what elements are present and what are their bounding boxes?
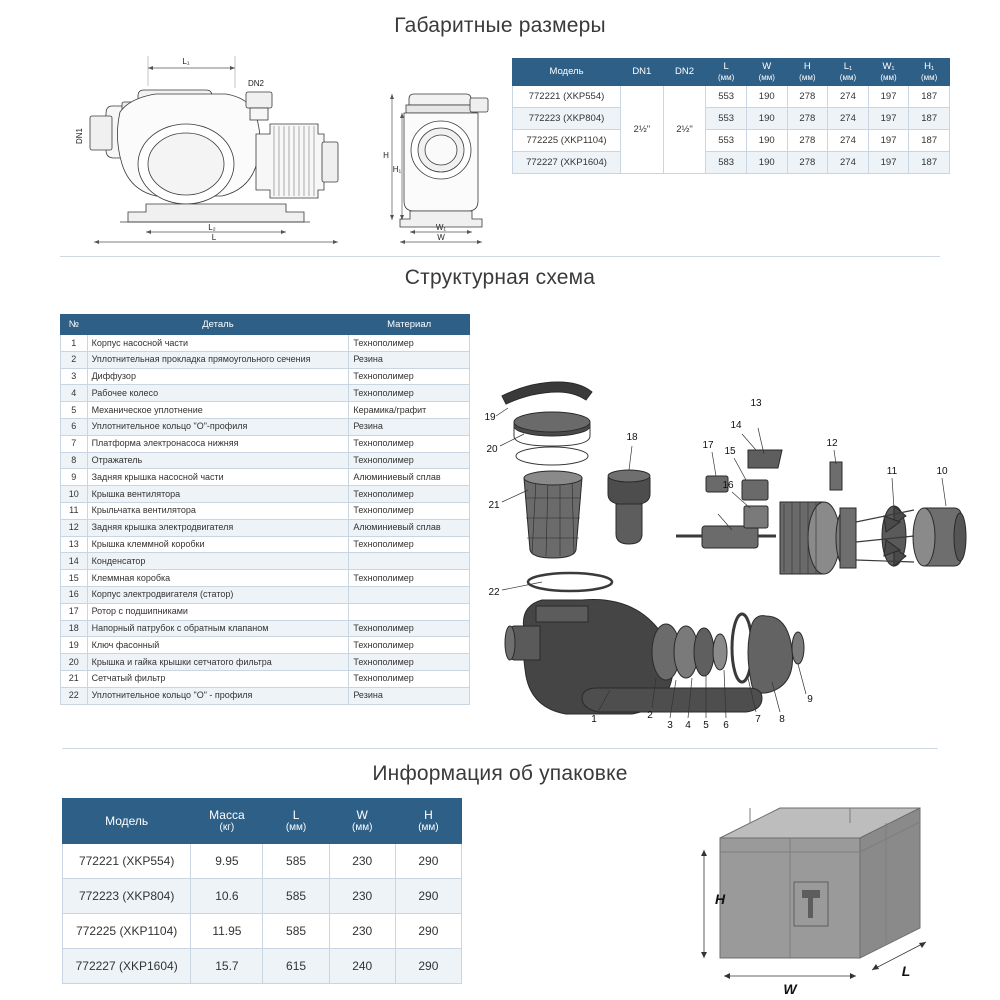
cell-number: 1 — [61, 335, 88, 352]
table-row — [61, 536, 470, 553]
cell-material — [349, 586, 470, 603]
callout-15: 15 — [724, 446, 736, 457]
cell-part: Уплотнительное кольцо "О"-профиля — [87, 418, 349, 435]
cell-l: 615 — [263, 949, 329, 984]
cell-number: 10 — [61, 486, 88, 503]
cell-part: Корпус насосной части — [87, 335, 349, 352]
cell-model: 772227 (XKP1604) — [513, 152, 621, 174]
cell-material: Технополимер — [349, 637, 470, 654]
table-row — [513, 108, 950, 130]
callout-21: 21 — [488, 500, 500, 511]
divider-packaging-top — [62, 748, 938, 749]
table-row — [61, 553, 470, 570]
cell-number: 9 — [61, 469, 88, 486]
table-row — [61, 586, 470, 603]
col-mass: Масса (кг) — [191, 799, 263, 844]
cell-part: Рабочее колесо — [87, 385, 349, 402]
cell-part: Уплотнительная прокладка прямоугольного сечения — [87, 351, 349, 368]
table-row — [61, 670, 470, 687]
cell-number: 22 — [61, 687, 88, 704]
table-row — [63, 879, 462, 914]
table-row — [61, 351, 470, 368]
callout-19: 19 — [484, 412, 496, 423]
dimensions-table — [512, 58, 950, 174]
table-row — [61, 603, 470, 620]
col-l: L (мм) — [706, 59, 747, 86]
section-structure — [0, 250, 1000, 740]
cell-part: Задняя крышка электродвигателя — [87, 519, 349, 536]
cell-model: 772225 (XKP1104) — [63, 914, 191, 949]
table-row — [61, 435, 470, 452]
col-number: № — [61, 315, 88, 335]
cell-h: 290 — [395, 914, 461, 949]
cell-model: 772227 (XKP1604) — [63, 949, 191, 984]
cell-w: 190 — [746, 130, 787, 152]
cell-number: 14 — [61, 553, 88, 570]
cell-model: 772221 (XKP554) — [63, 844, 191, 879]
cell-number: 19 — [61, 637, 88, 654]
label-l2: L₂ — [208, 223, 216, 232]
callout-13: 13 — [750, 398, 762, 409]
cell-number: 5 — [61, 402, 88, 419]
col-model: Модель — [513, 59, 621, 86]
callout-9: 9 — [807, 694, 813, 705]
cell-w: 190 — [746, 86, 787, 108]
cell-part: Напорный патрубок с обратным клапаном — [87, 620, 349, 637]
cell-l: 553 — [706, 130, 747, 152]
col-dn1: DN1 — [621, 59, 664, 86]
callout-7: 7 — [755, 714, 761, 725]
pump-side-view-drawing — [60, 46, 370, 246]
cell-dn2: 2½" — [663, 86, 706, 174]
box-label-l: L — [901, 963, 911, 979]
table-row — [513, 86, 950, 108]
label-w1: W₁ — [435, 223, 447, 232]
cell-material: Технополимер — [349, 502, 470, 519]
pump-front-view-drawing — [380, 46, 520, 246]
cell-part: Крышка и гайка крышки сетчатого фильтра — [87, 654, 349, 671]
table-row — [63, 949, 462, 984]
cell-model: 772223 (XKP804) — [513, 108, 621, 130]
cell-h: 278 — [787, 86, 828, 108]
table-row — [61, 385, 470, 402]
table-row — [61, 335, 470, 352]
cell-part: Диффузор — [87, 368, 349, 385]
table-row — [61, 519, 470, 536]
callout-10: 10 — [936, 466, 948, 477]
callout-20: 20 — [486, 444, 498, 455]
cell-w1: 197 — [868, 130, 909, 152]
cell-material — [349, 603, 470, 620]
callout-18: 18 — [626, 432, 638, 443]
table-row — [61, 418, 470, 435]
cell-model: 772221 (XKP554) — [513, 86, 621, 108]
table-row — [61, 452, 470, 469]
col-part: Деталь — [87, 315, 349, 335]
label-w: W — [437, 233, 445, 242]
cell-number: 6 — [61, 418, 88, 435]
cell-l: 585 — [263, 879, 329, 914]
cell-l: 583 — [706, 152, 747, 174]
callout-12: 12 — [826, 438, 838, 449]
table-header-row — [61, 315, 470, 335]
cell-l: 585 — [263, 914, 329, 949]
cell-w: 230 — [329, 879, 395, 914]
cell-w: 190 — [746, 108, 787, 130]
cell-part: Крышка вентилятора — [87, 486, 349, 503]
label-dn2: DN2 — [247, 79, 265, 88]
cell-l: 553 — [706, 86, 747, 108]
cell-material: Алюминиевый сплав — [349, 519, 470, 536]
cell-number: 3 — [61, 368, 88, 385]
cell-number: 13 — [61, 536, 88, 553]
cell-material: Технополимер — [349, 435, 470, 452]
cell-part: Ключ фасонный — [87, 637, 349, 654]
cell-w1: 197 — [868, 152, 909, 174]
table-header-row — [63, 799, 462, 844]
cell-number: 18 — [61, 620, 88, 637]
cell-w: 230 — [329, 844, 395, 879]
cell-number: 4 — [61, 385, 88, 402]
label-dn1: DN1 — [75, 127, 84, 145]
cell-l1: 274 — [828, 86, 869, 108]
cell-number: 20 — [61, 654, 88, 671]
cell-h: 278 — [787, 108, 828, 130]
cell-h: 278 — [787, 152, 828, 174]
cell-number: 12 — [61, 519, 88, 536]
cell-part: Сетчатый фильтр — [87, 670, 349, 687]
callout-17: 17 — [702, 440, 714, 451]
table-row — [63, 914, 462, 949]
cell-part: Уплотнительное кольцо "О" - профиля — [87, 687, 349, 704]
label-l1: L₁ — [182, 57, 190, 66]
package-box-diagram — [690, 790, 970, 1000]
cell-material: Технополимер — [349, 452, 470, 469]
table-row — [61, 502, 470, 519]
cell-w1: 197 — [868, 86, 909, 108]
cell-mass: 9.95 — [191, 844, 263, 879]
callout-11: 11 — [886, 466, 898, 477]
cell-number: 8 — [61, 452, 88, 469]
cell-number: 16 — [61, 586, 88, 603]
section-packaging — [0, 740, 1000, 1000]
cell-part: Ротор с подшипниками — [87, 603, 349, 620]
cell-material: Алюминиевый сплав — [349, 469, 470, 486]
callout-3: 3 — [667, 720, 673, 731]
cell-number: 21 — [61, 670, 88, 687]
cell-material: Резина — [349, 687, 470, 704]
cell-l1: 274 — [828, 108, 869, 130]
label-h: H — [383, 151, 389, 160]
table-row — [61, 486, 470, 503]
table-row — [61, 402, 470, 419]
table-row — [61, 570, 470, 587]
callout-14: 14 — [730, 420, 742, 431]
cell-dn1: 2½" — [621, 86, 664, 174]
callout-22: 22 — [488, 587, 500, 598]
col-l: L (мм) — [263, 799, 329, 844]
cell-w: 240 — [329, 949, 395, 984]
cell-number: 2 — [61, 351, 88, 368]
callout-4: 4 — [685, 720, 691, 731]
table-row — [61, 637, 470, 654]
cell-part: Корпус электродвигателя (статор) — [87, 586, 349, 603]
callout-8: 8 — [779, 714, 785, 725]
cell-material: Технополимер — [349, 536, 470, 553]
cell-number: 15 — [61, 570, 88, 587]
cell-material: Технополимер — [349, 385, 470, 402]
cell-mass: 10.6 — [191, 879, 263, 914]
packaging-table — [62, 798, 462, 984]
cell-material: Керамика/графит — [349, 402, 470, 419]
col-dn2: DN2 — [663, 59, 706, 86]
cell-part: Платформа электронасоса нижняя — [87, 435, 349, 452]
callout-5: 5 — [703, 720, 709, 731]
cell-h: 290 — [395, 844, 461, 879]
table-row — [513, 130, 950, 152]
cell-material — [349, 553, 470, 570]
divider-structure-top — [60, 256, 940, 257]
col-w: W (мм) — [329, 799, 395, 844]
col-h: H (мм) — [787, 59, 828, 86]
cell-material: Технополимер — [349, 368, 470, 385]
cell-part: Клеммная коробка — [87, 570, 349, 587]
cell-model: 772223 (XKP804) — [63, 879, 191, 914]
cell-material: Технополимер — [349, 335, 470, 352]
cell-l: 585 — [263, 844, 329, 879]
callout-6: 6 — [723, 720, 729, 731]
cell-material: Резина — [349, 418, 470, 435]
callout-16: 16 — [722, 480, 734, 491]
table-row — [61, 687, 470, 704]
cell-material: Технополимер — [349, 654, 470, 671]
cell-part: Крышка клеммной коробки — [87, 536, 349, 553]
cell-h: 290 — [395, 949, 461, 984]
table-row — [63, 844, 462, 879]
col-l1: L₁ (мм) — [828, 59, 869, 86]
cell-l1: 274 — [828, 152, 869, 174]
col-w1: W₁ (мм) — [868, 59, 909, 86]
exploded-view-diagram — [480, 330, 990, 731]
col-w: W (мм) — [746, 59, 787, 86]
cell-w: 190 — [746, 152, 787, 174]
callout-1: 1 — [591, 714, 597, 725]
cell-number: 7 — [61, 435, 88, 452]
col-h: H (мм) — [395, 799, 461, 844]
section-title-structure: Структурная схема — [404, 266, 596, 289]
label-h1: H₁ — [392, 165, 402, 174]
col-h1: H₁ (мм) — [909, 59, 950, 86]
cell-material: Технополимер — [349, 570, 470, 587]
box-label-h: H — [714, 891, 726, 907]
cell-h: 290 — [395, 879, 461, 914]
cell-number: 11 — [61, 502, 88, 519]
section-dimensions — [0, 0, 1000, 250]
cell-number: 17 — [61, 603, 88, 620]
cell-material: Резина — [349, 351, 470, 368]
col-model: Модель — [63, 799, 191, 844]
cell-part: Механическое уплотнение — [87, 402, 349, 419]
col-material: Материал — [349, 315, 470, 335]
cell-h1: 187 — [909, 108, 950, 130]
cell-material: Технополимер — [349, 670, 470, 687]
table-row — [513, 152, 950, 174]
cell-material: Технополимер — [349, 486, 470, 503]
cell-h1: 187 — [909, 152, 950, 174]
cell-w1: 197 — [868, 108, 909, 130]
cell-h1: 187 — [909, 86, 950, 108]
section-title-dimensions: Габаритные размеры — [394, 14, 606, 37]
callout-2: 2 — [647, 710, 653, 721]
cell-material: Технополимер — [349, 620, 470, 637]
cell-l: 553 — [706, 108, 747, 130]
table-header-row — [513, 59, 950, 86]
cell-part: Отражатель — [87, 452, 349, 469]
table-row — [61, 620, 470, 637]
parts-table — [60, 314, 470, 705]
cell-w: 230 — [329, 914, 395, 949]
table-row — [61, 654, 470, 671]
cell-l1: 274 — [828, 130, 869, 152]
cell-part: Конденсатор — [87, 553, 349, 570]
cell-mass: 11.95 — [191, 914, 263, 949]
box-label-w: W — [783, 981, 797, 997]
cell-h: 278 — [787, 130, 828, 152]
table-row — [61, 469, 470, 486]
cell-model: 772225 (XKP1104) — [513, 130, 621, 152]
label-l: L — [211, 233, 217, 242]
cell-h1: 187 — [909, 130, 950, 152]
cell-part: Задняя крышка насосной части — [87, 469, 349, 486]
cell-part: Крыльчатка вентилятора — [87, 502, 349, 519]
table-row — [61, 368, 470, 385]
cell-mass: 15.7 — [191, 949, 263, 984]
section-title-packaging: Информация об упаковке — [372, 762, 628, 785]
